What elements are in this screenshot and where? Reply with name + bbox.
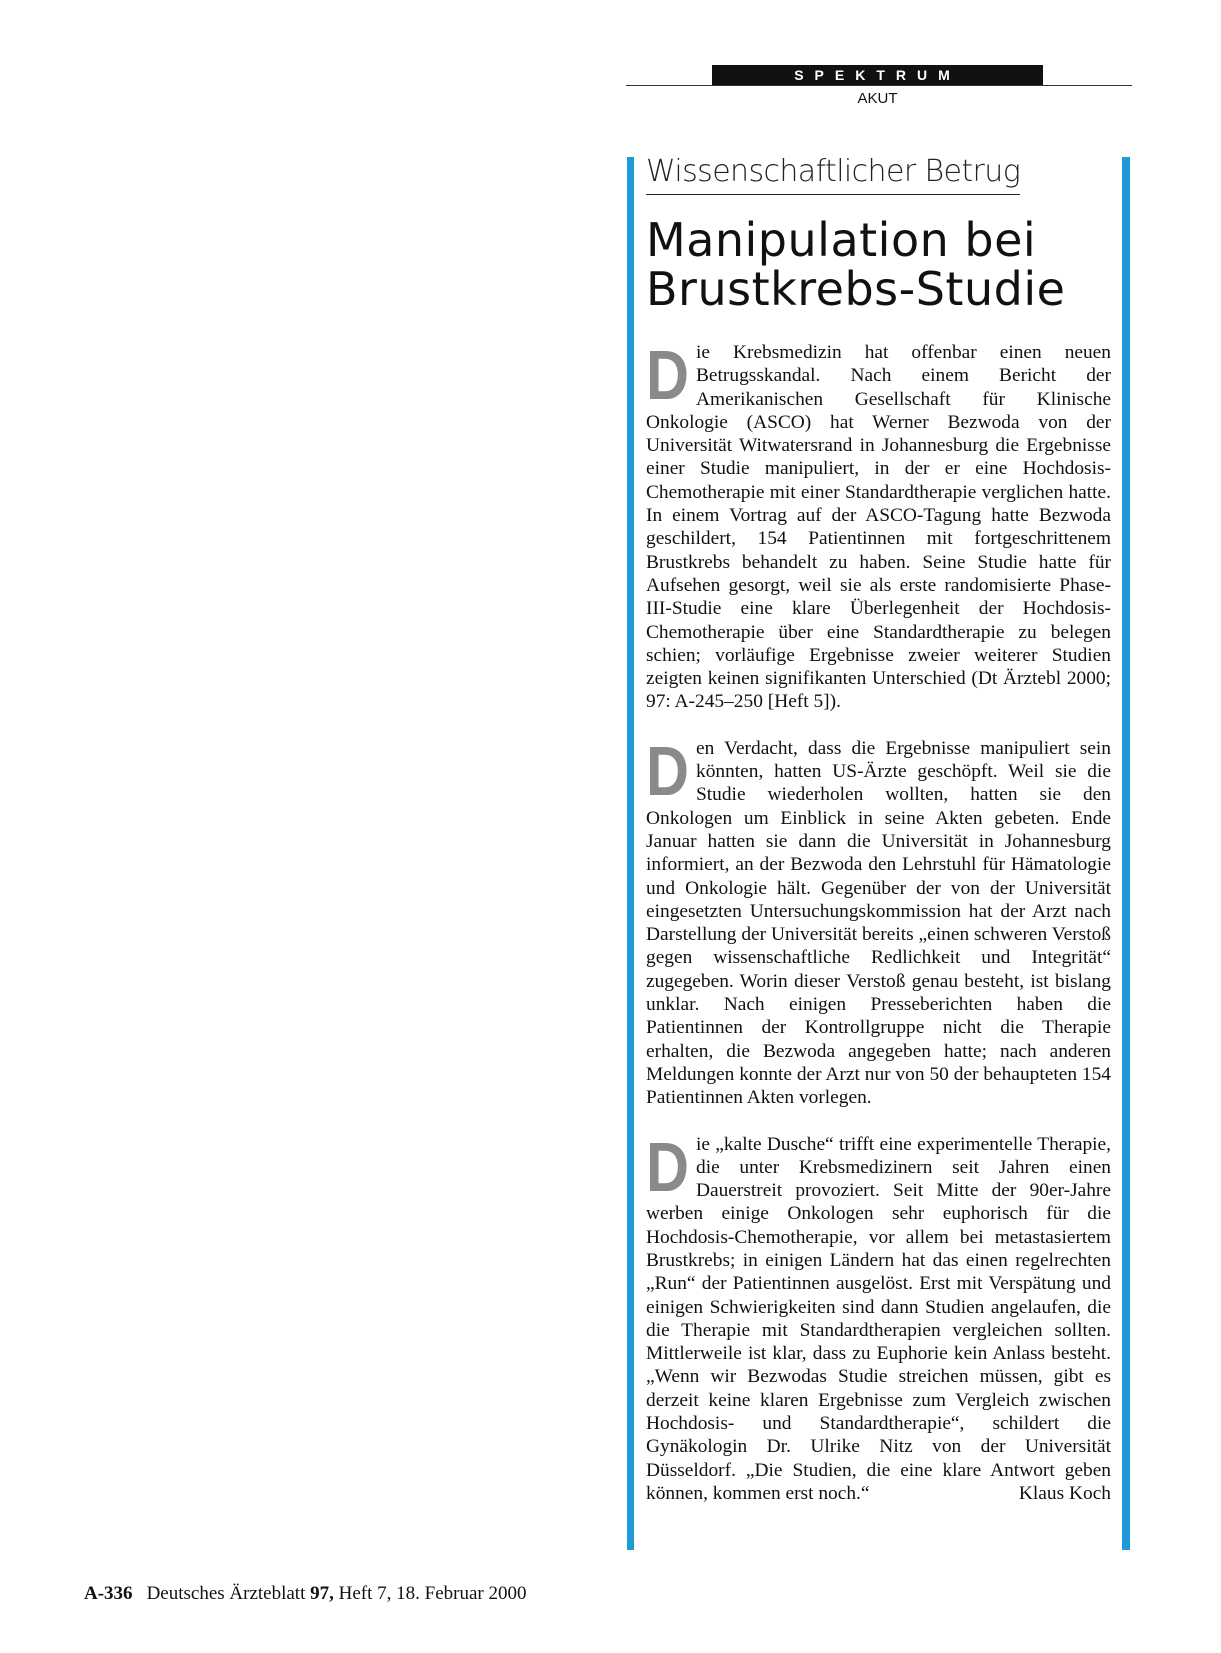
- drop-cap: D: [646, 731, 689, 810]
- header-rule: [626, 85, 1132, 86]
- subsection-label: AKUT: [857, 90, 898, 107]
- page-number: A-336: [84, 1583, 133, 1604]
- page-footer: [84, 1583, 526, 1605]
- article-headline: [646, 213, 1116, 316]
- journal-name: Deutsches Ärzteblatt: [146, 1583, 306, 1604]
- headline-line-1: Manipulation bei: [646, 213, 1037, 267]
- paragraph-text: ie „kalte Dusche“ trifft eine experimentelle Therapie, die unter Krebsmedizinern seit Jahren einen Dauerstreit provoziert. Seit Mitte der 90er-Jahre werben einige Onkologen sehr euphorisch für die Hochdosis-Chemotherapie, vor allem bei metastasiertem Brustkrebs; in einigen Ländern hat das einen regelrechten „Run“ der Patientinnen ausgelöst. Erst mit Verspätung und einigen Schwierigkeiten sind dann Studien angelaufen, die die Therapie mit Standardtherapien vergleichen sollten. Mittlerweile ist klar, dass zu Euphorie kein Anlass besteht. „Wenn wir Bezwodas Studie streichen müssen, gibt es derzeit keine klaren Ergebnisse zum Vergleich zwischen Hochdosis- und Standardtherapie“, schildert die Gynäkologin Dr. Ulrike Nitz von der Universität Düsseldorf. „Die Studien, die eine klare Antwort geben können, kommen erst noch.“: [646, 1133, 1111, 1504]
- paragraph: [646, 1127, 1111, 1506]
- paragraph: [646, 336, 1111, 714]
- journal-volume: 97,: [310, 1583, 334, 1604]
- accent-bar-left: [627, 157, 634, 1550]
- author-name: Klaus Koch: [1018, 1482, 1111, 1504]
- paragraph: [646, 731, 1111, 1110]
- headline-line-2: Brustkrebs-Studie: [646, 262, 1066, 316]
- paragraph-text: en Verdacht, dass die Ergebnisse manipuliert sein könnten, hatten US-Ärzte geschöpft. Weil sie die Studie wiederholen wollten, hatten sie den Onkologen um Einblick in seine Akten gebeten. Ende Januar hatten sie dann die Universität in Johannesburg informiert, an der Bezwoda den Lehrstuhl für Hämatologie und Onkologie hält. Gegenüber der von der Universität eingesetzten Untersuchungskommission hat der Arzt nach Darstellung der Universität bereits „einen schweren Verstoß gegen wissenschaftliche Redlichkeit und Integrität“ zugegeben. Worin dieser Verstoß genau besteht, ist bislang unklar. Nach einigen Presseberichten haben die Patientinnen der Kontrollgruppe nicht die Therapie erhalten, die Bezwoda angegeben hatte; nach anderen Meldungen konnte der Arzt nur von 50 der behaupteten 154 Patientinnen Akten vorlegen.: [646, 737, 1111, 1109]
- accent-bar-right: [1122, 157, 1130, 1550]
- paragraph-text: ie Krebsmedizin hat offenbar einen neuen Betrugsskandal. Nach einem Bericht der Amerikanischen Gesellschaft für Klinische Onkologie (ASCO) hat Werner Bezwoda von der Universität Witwatersrand in Johannesburg die Ergebnisse einer Studie manipuliert, in der er eine Hochdosis-Chemotherapie mit einer Standardtherapie verglichen hatte. In einem Vortrag auf der ASCO-Tagung hatte Bezwoda geschildert, 154 Patientinnen mit fortgeschrittenem Brustkrebs behandelt zu haben. Seine Studie hatte für Aufsehen gesorgt, weil sie als erste randomisierte Phase-III-Studie eine klare Überlegenheit der Hochdosis-Chemotherapie über eine Standardtherapie zu belegen schien; vorläufige Ergebnisse zweier weiterer Studien zeigten keinen signifikanten Unterschied (Dt Ärztebl 2000; 97: A-245–250 [Heft 5]).: [646, 342, 1111, 713]
- article-body: [646, 336, 1111, 1505]
- journal-issue: Heft 7, 18. Februar 2000: [338, 1583, 527, 1604]
- drop-cap: D: [646, 336, 689, 414]
- article-kicker: Wissenschaftlicher Betrug: [646, 152, 1020, 195]
- section-header: SPEKTRUM: [712, 65, 1043, 86]
- drop-cap: D: [646, 1127, 689, 1206]
